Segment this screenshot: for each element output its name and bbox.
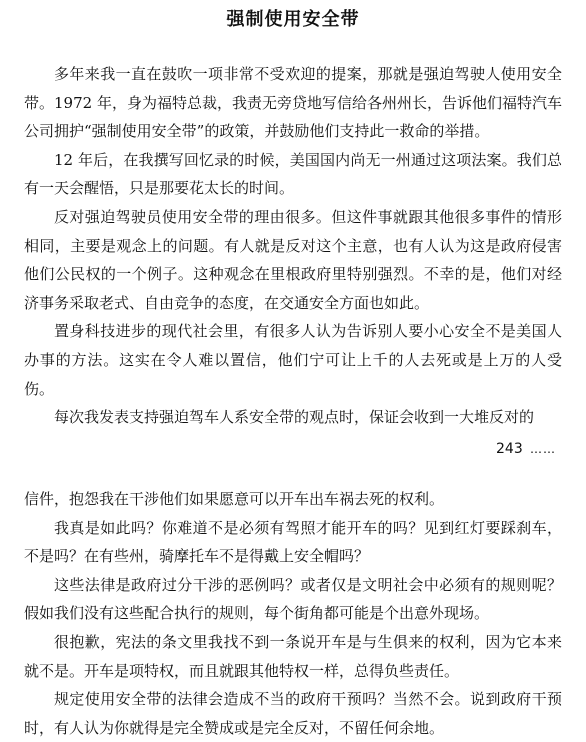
paragraph: 反对强迫驾驶员使用安全带的理由很多。但这件事就跟其他很多事件的情形相同，主要是观念上的问题。有人就是反对这个主意，也有人认为这是政府侵害他们公民权的一个例子。这种观念在里根政府里特别强烈。不幸的是，他们对经济事务采取老式、自由竞争的态度，在交通安全方面也如此。: [24, 207, 562, 312]
body-text-upper: [24, 60, 562, 432]
paragraph: 置身科技进步的现代社会里，有很多人认为告诉别人要小心安全不是美国人办事的方法。这实在令人难以置信，他们宁可让上千的人去死或是上万的人受伤。: [24, 322, 562, 398]
page-number-dots: ……: [530, 442, 556, 456]
paragraph: 很抱歉，宪法的条文里我找不到一条说开车是与生俱来的权利，因为它本来就不是。开车是项特权，而且就跟其他特权一样，总得负些责任。: [24, 632, 562, 680]
body-text-lower: [24, 485, 562, 742]
paragraph: 这些法律是政府过分干涉的恶例吗？或者仅是文明社会中必须有的规则呢？假如我们没有这些配合执行的规则，每个街角都可能是个出意外现场。: [24, 575, 562, 623]
paragraph-continuation: 信件，抱怨我在干涉他们如果愿意可以开车出车祸去死的权利。: [24, 490, 445, 508]
paragraph: 规定使用安全带的法律会造成不当的政府干预吗？当然不会。说到政府干预时，有人认为你就得是完全赞成或是完全反对，不留任何余地。: [24, 690, 562, 737]
chapter-title: 强制使用安全带: [226, 9, 360, 30]
paragraph: 多年来我一直在鼓吹一项非常不受欢迎的提案，那就是强迫驾驶人使用安全带。1972 年，身为福特总裁，我责无旁贷地写信给各州州长，告诉他们福特汽车公司拥护“强制使用安全带”的政策，并鼓励他们支持此一救命的举措。: [24, 65, 562, 141]
page-number: 243: [496, 441, 523, 457]
paragraph: 每次我发表支持强迫驾车人系安全带的观点时，保证会收到一大堆反对的: [54, 408, 535, 427]
paragraph: 我真是如此吗？你难道不是必须有驾照才能开车的吗？见到红灯要踩刹车，不是吗？在有些州，骑摩托车不是得戴上安全帽吗？: [24, 518, 562, 566]
paragraph: 12 年后，在我撰写回忆录的时候，美国国内尚无一州通过这项法案。我们总有一天会醒悟，只是那要花太长的时间。: [24, 150, 562, 198]
